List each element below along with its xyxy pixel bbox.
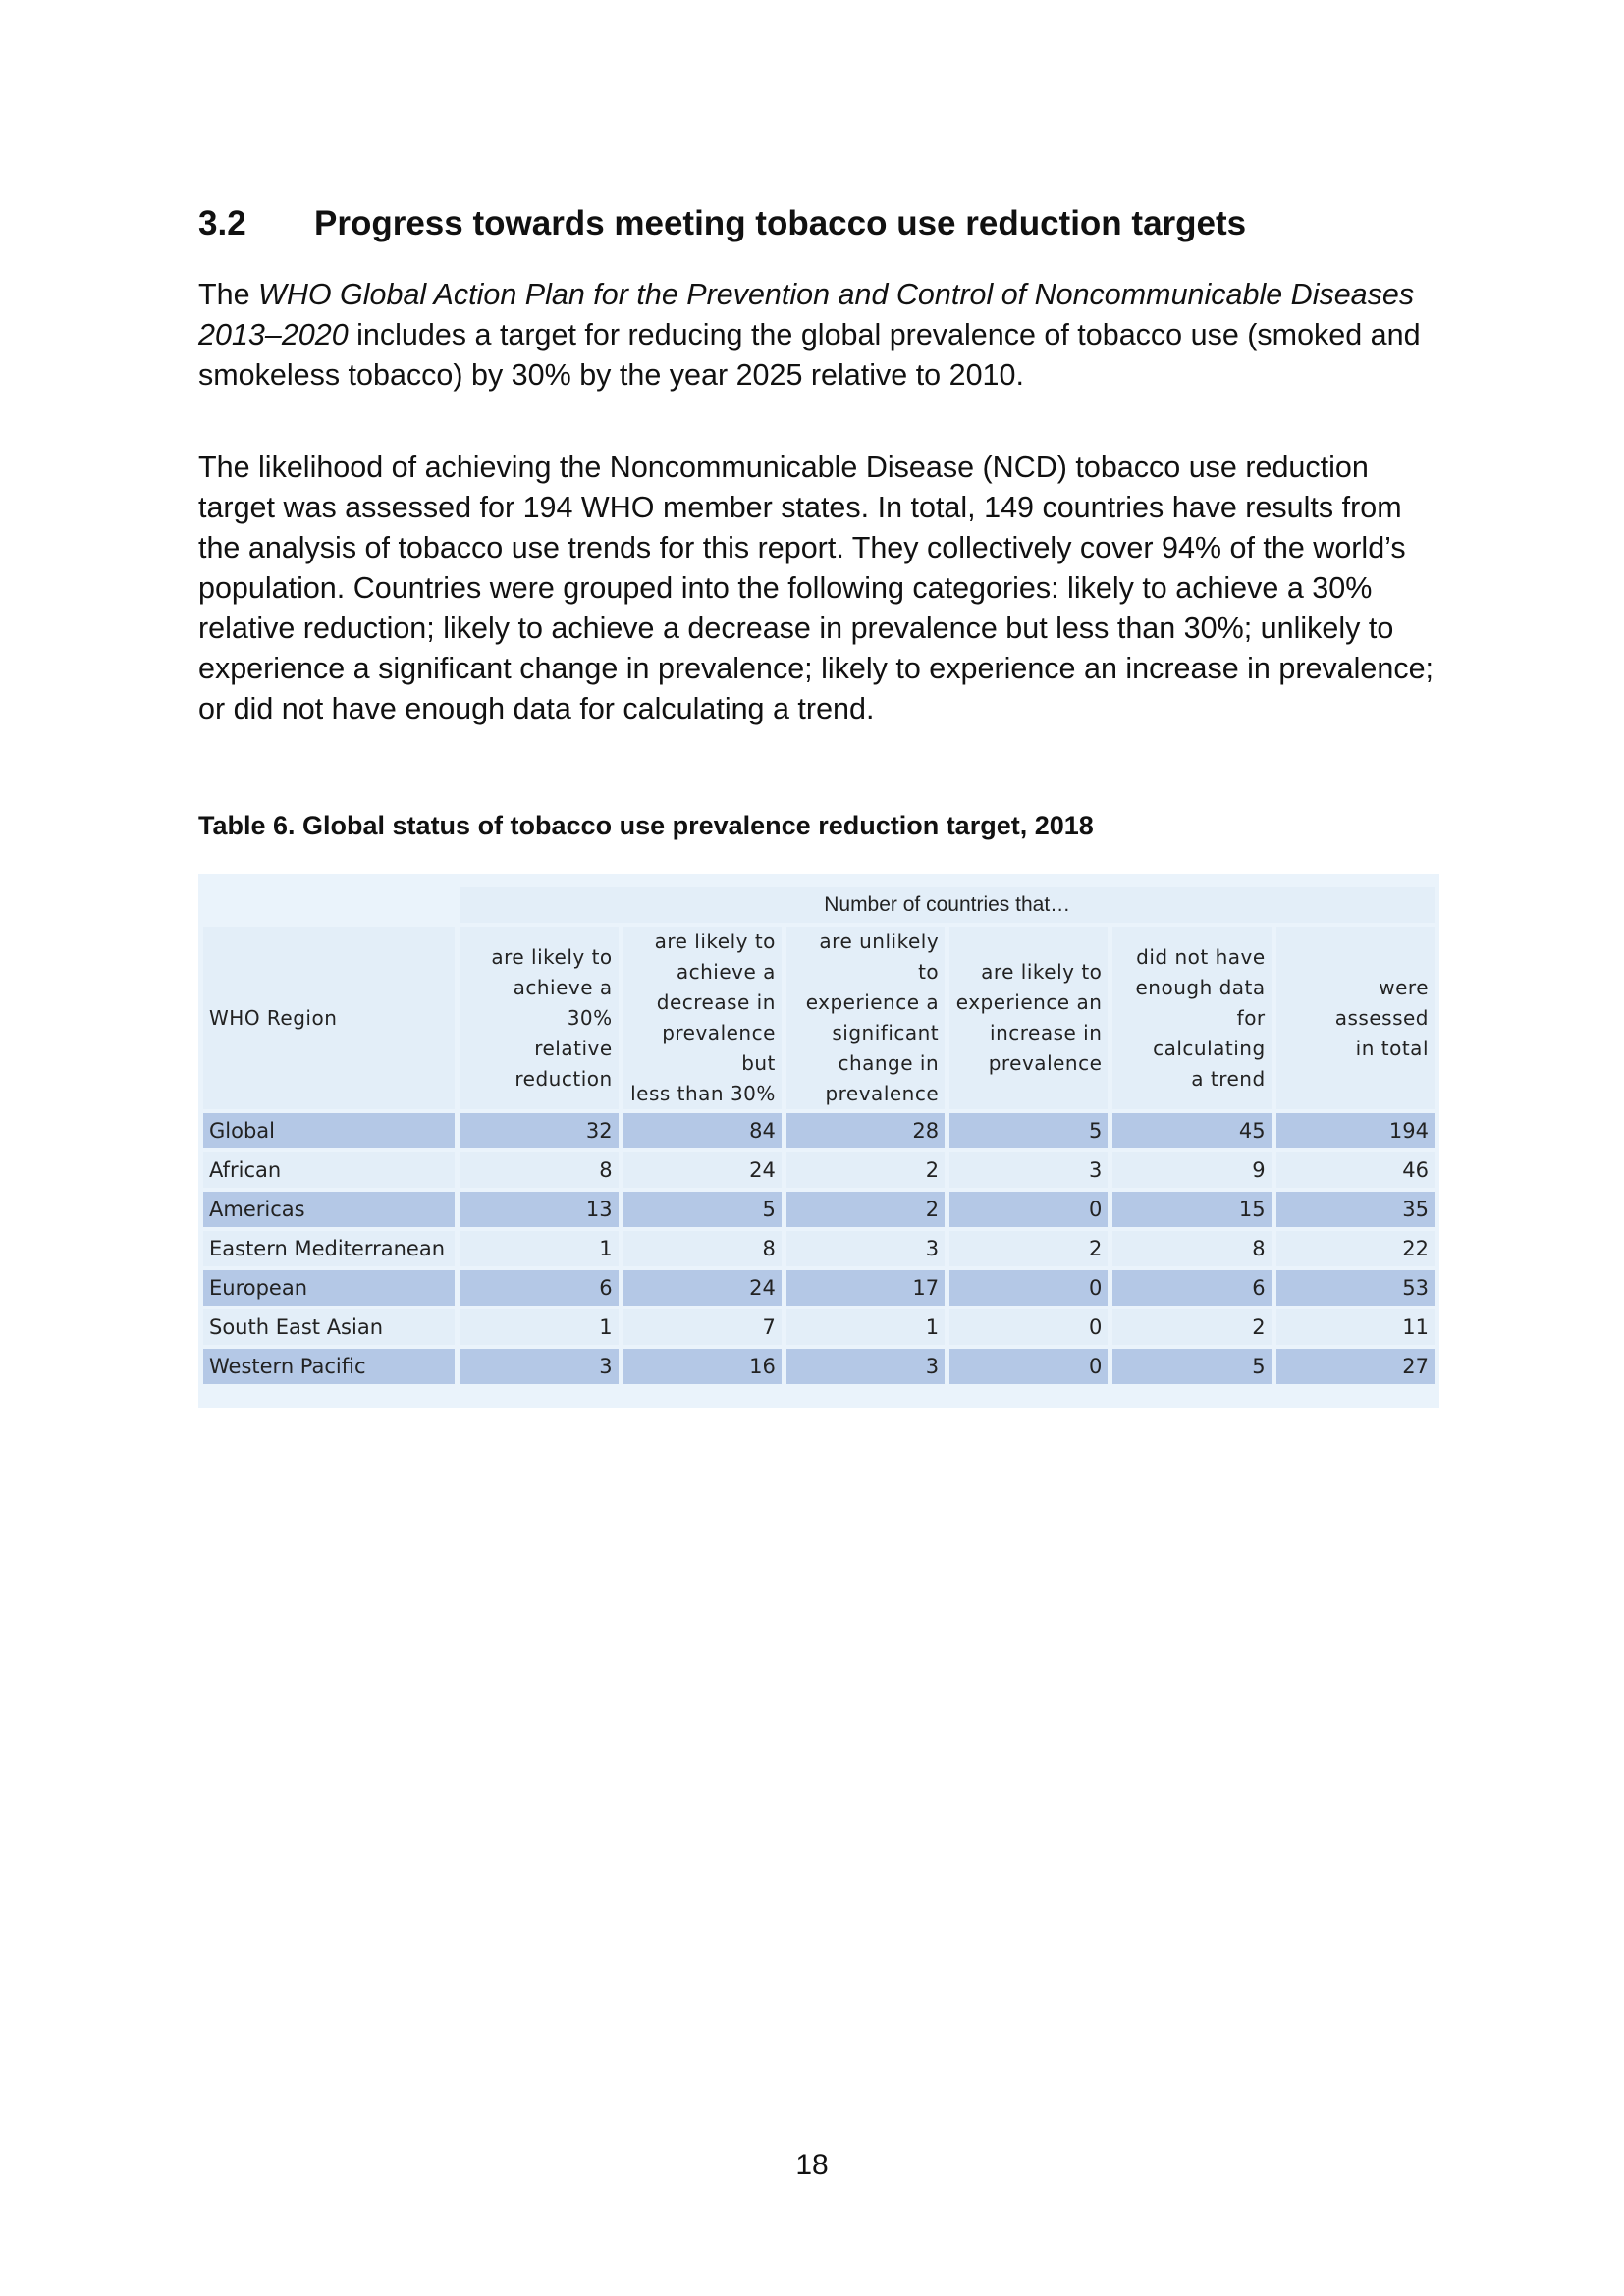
table-frame: [198, 874, 1439, 1408]
count-cell: 15: [1112, 1192, 1271, 1227]
count-cell: 6: [1112, 1270, 1271, 1306]
count-cell: 3: [949, 1152, 1108, 1188]
column-header-line: less than 30%: [630, 1082, 776, 1105]
count-cell: 1: [460, 1231, 618, 1266]
count-cell: 3: [786, 1231, 945, 1266]
count-cell: 0: [949, 1349, 1108, 1384]
intro-paragraph-lead: The: [198, 278, 259, 311]
column-header-line: experience an: [955, 990, 1103, 1014]
region-cell: Western Pacific: [203, 1349, 455, 1384]
count-cell: 28: [786, 1113, 945, 1148]
count-cell: 13: [460, 1192, 618, 1227]
count-cell: 8: [623, 1231, 782, 1266]
column-header-line: prevalence but: [662, 1021, 776, 1075]
count-cell: 0: [949, 1309, 1108, 1345]
column-header-line: were assessed: [1334, 975, 1429, 1030]
count-cell: 9: [1112, 1152, 1271, 1188]
column-header: [786, 927, 945, 1109]
count-cell: 5: [623, 1192, 782, 1227]
count-cell: 17: [786, 1270, 945, 1306]
count-cell: 24: [623, 1270, 782, 1306]
count-cell: 22: [1276, 1231, 1435, 1266]
region-cell: Americas: [203, 1192, 455, 1227]
group-header: Number of countries that…: [460, 887, 1435, 923]
column-header-line: are unlikely to: [819, 930, 940, 984]
count-cell: 2: [786, 1192, 945, 1227]
region-header: WHO Region: [203, 927, 455, 1109]
count-cell: 11: [1276, 1309, 1435, 1345]
count-cell: 45: [1112, 1113, 1271, 1148]
column-header-line: experience a: [805, 990, 940, 1014]
table-row: [203, 1309, 1435, 1345]
column-header-line: for calculating: [1153, 1005, 1266, 1060]
column-header: [460, 927, 618, 1109]
table-body: [203, 1113, 1435, 1384]
count-cell: 16: [623, 1349, 782, 1384]
column-header: [1276, 927, 1435, 1109]
column-header: [623, 927, 782, 1109]
count-cell: 5: [1112, 1349, 1271, 1384]
column-header-line: prevalence: [825, 1082, 940, 1105]
table-row: [203, 1113, 1435, 1148]
count-cell: 6: [460, 1270, 618, 1306]
count-cell: 1: [460, 1309, 618, 1345]
column-header-line: enough data: [1135, 975, 1266, 999]
column-header-line: reduction: [514, 1066, 613, 1091]
column-header-line: relative: [534, 1036, 613, 1060]
column-header-line: a trend: [1191, 1066, 1266, 1091]
count-cell: 24: [623, 1152, 782, 1188]
region-cell: Global: [203, 1113, 455, 1148]
count-cell: 194: [1276, 1113, 1435, 1148]
region-cell: European: [203, 1270, 455, 1306]
section-number: 3.2: [198, 204, 246, 242]
count-cell: 32: [460, 1113, 618, 1148]
count-cell: 1: [786, 1309, 945, 1345]
region-cell: African: [203, 1152, 455, 1188]
column-header: [949, 927, 1108, 1109]
intro-paragraph-rest: includes a target for reducing the global prevalence of tobacco use (smoked and smokeless tobacco) by 30% by the year 2025 relative to 2010.: [198, 318, 1421, 392]
count-cell: 2: [786, 1152, 945, 1188]
count-cell: 3: [460, 1349, 618, 1384]
page-number: 18: [795, 2149, 829, 2181]
count-cell: 8: [460, 1152, 618, 1188]
count-cell: 7: [623, 1309, 782, 1345]
count-cell: 53: [1276, 1270, 1435, 1306]
column-header-line: are likely to: [981, 960, 1103, 984]
intro-paragraph: [198, 275, 1437, 396]
count-cell: 0: [949, 1192, 1108, 1227]
column-header-line: prevalence: [988, 1051, 1103, 1075]
section-heading: [198, 200, 1246, 247]
count-cell: 2: [949, 1231, 1108, 1266]
column-header-line: significant: [832, 1021, 940, 1044]
count-cell: 46: [1276, 1152, 1435, 1188]
column-header-line: achieve a: [676, 960, 776, 984]
table-row: [203, 1270, 1435, 1306]
column-header-line: increase in: [990, 1021, 1103, 1044]
count-cell: 35: [1276, 1192, 1435, 1227]
column-header-line: are likely to: [654, 930, 776, 953]
table-row: [203, 1152, 1435, 1188]
column-header-line: are likely to: [491, 944, 613, 969]
column-header-line: did not have: [1136, 944, 1266, 969]
column-header-line: change in: [838, 1051, 940, 1075]
column-header-line: achieve a 30%: [513, 975, 613, 1030]
column-header-line: decrease in: [656, 990, 776, 1014]
count-cell: 27: [1276, 1349, 1435, 1384]
table-row: [203, 1192, 1435, 1227]
count-cell: 5: [949, 1113, 1108, 1148]
table-row: [203, 1349, 1435, 1384]
table-row: [203, 1231, 1435, 1266]
region-cell: Eastern Mediterranean: [203, 1231, 455, 1266]
column-header-line: in total: [1355, 1036, 1429, 1060]
section-title: Progress towards meeting tobacco use reduction targets: [314, 204, 1247, 242]
assessment-paragraph: The likelihood of achieving the Noncommunicable Disease (NCD) tobacco use reduction target was assessed for 194 WHO member states. In total, 149 countries have results from the analysis of tobacco use trends for this report. They collectively cover 94% of the world’s population. Countries were grouped into the following categories: likely to achieve a 30% relative reduction; likely to achieve a decrease in prevalence but less than 30%; unlikely to experience a significant change in prevalence; likely to experience an increase in prevalence; or did not have enough data for calculating a trend.: [198, 451, 1435, 725]
region-cell: South East Asian: [203, 1309, 455, 1345]
count-cell: 0: [949, 1270, 1108, 1306]
action-plan-title: WHO Global Action Plan for the Prevention and Control of Noncommunicable Diseases 2013–2020: [198, 278, 1415, 351]
group-header-row: [203, 887, 1435, 923]
column-header: [1112, 927, 1271, 1109]
count-cell: 2: [1112, 1309, 1271, 1345]
table-caption: Table 6. Global status of tobacco use prevalence reduction target, 2018: [198, 811, 1094, 840]
count-cell: 3: [786, 1349, 945, 1384]
count-cell: 84: [623, 1113, 782, 1148]
column-header-row: [203, 927, 1435, 1109]
tobacco-target-table: [198, 883, 1439, 1388]
count-cell: 8: [1112, 1231, 1271, 1266]
group-header-blank: [203, 887, 455, 923]
